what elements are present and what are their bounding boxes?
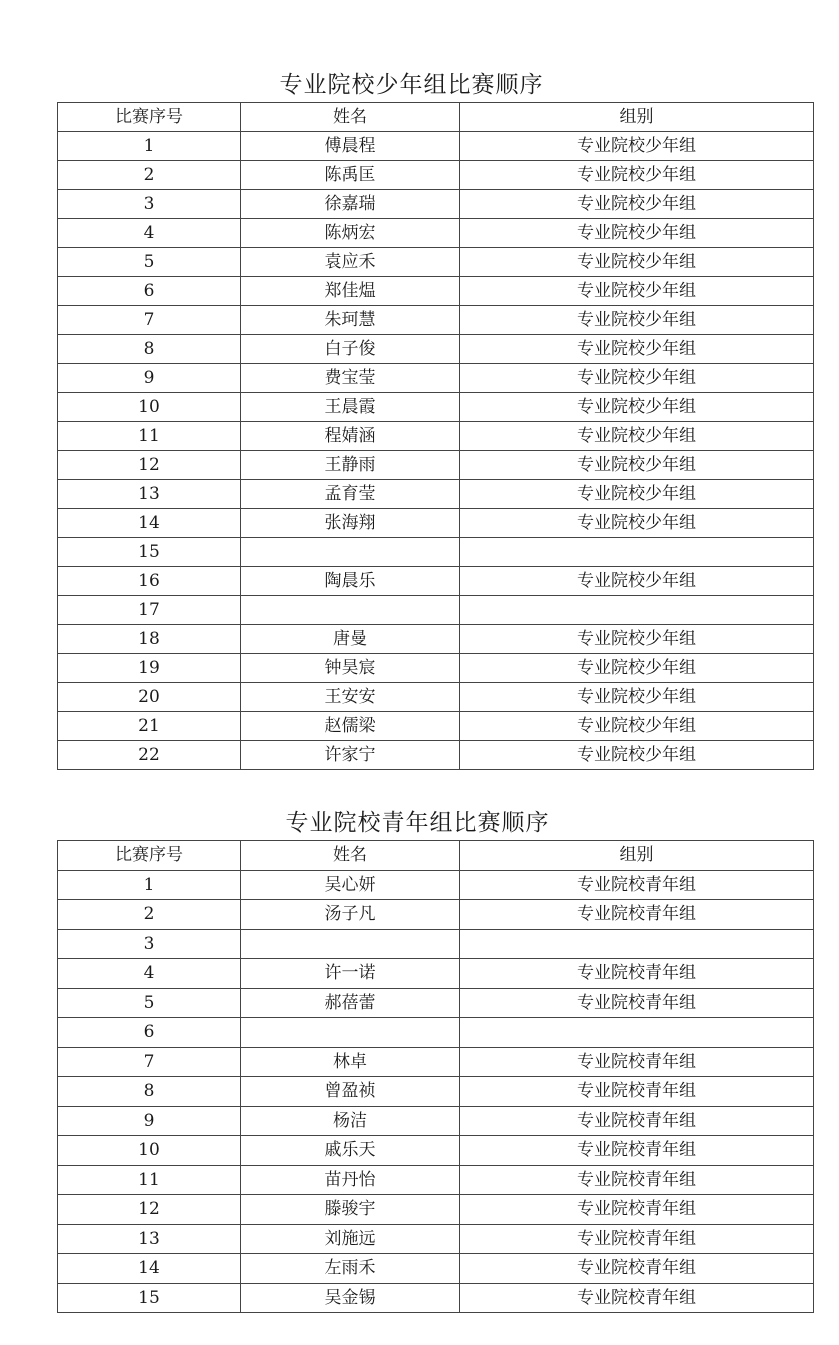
name-cell: 程婧涵 (241, 422, 460, 451)
table-row (58, 422, 814, 451)
order-cell: 14 (58, 509, 241, 538)
order-cell: 15 (58, 1283, 241, 1313)
order-cell: 9 (58, 364, 241, 393)
order-cell: 14 (58, 1254, 241, 1284)
order-cell: 12 (58, 1195, 241, 1225)
order-cell: 7 (58, 306, 241, 335)
name-cell: 赵儒梁 (241, 712, 460, 741)
table-row (58, 277, 814, 306)
name-cell: 戚乐天 (241, 1136, 460, 1166)
table-row (58, 900, 814, 930)
group-cell: 专业院校青年组 (460, 1283, 814, 1313)
group-cell: 专业院校少年组 (460, 132, 814, 161)
name-cell: 唐曼 (241, 625, 460, 654)
name-cell: 滕骏宇 (241, 1195, 460, 1225)
name-cell: 费宝莹 (241, 364, 460, 393)
table-row (58, 1077, 814, 1107)
table-row (58, 1254, 814, 1284)
table-row (58, 959, 814, 989)
order-cell: 9 (58, 1106, 241, 1136)
group-cell: 专业院校青年组 (460, 1165, 814, 1195)
col-header-name: 姓名 (241, 841, 460, 871)
order-cell: 1 (58, 132, 241, 161)
order-cell: 6 (58, 277, 241, 306)
col-header-group: 组别 (460, 841, 814, 871)
order-cell: 12 (58, 451, 241, 480)
order-cell: 5 (58, 988, 241, 1018)
table-row (58, 509, 814, 538)
name-cell: 左雨禾 (241, 1254, 460, 1284)
group-cell: 专业院校少年组 (460, 190, 814, 219)
table-row (58, 596, 814, 625)
group-cell: 专业院校青年组 (460, 1195, 814, 1225)
table1-header-row (58, 103, 814, 132)
table-row (58, 741, 814, 770)
name-cell: 孟育莹 (241, 480, 460, 509)
name-cell: 曾盈祯 (241, 1077, 460, 1107)
table-row (58, 219, 814, 248)
name-cell: 朱珂慧 (241, 306, 460, 335)
table-row (58, 1136, 814, 1166)
group-cell: 专业院校少年组 (460, 393, 814, 422)
order-cell: 22 (58, 741, 241, 770)
name-cell: 郑佳煴 (241, 277, 460, 306)
table-row (58, 335, 814, 364)
col-header-order: 比赛序号 (58, 103, 241, 132)
table2-title: 专业院校青年组比赛顺序 (285, 810, 550, 836)
group-cell: 专业院校少年组 (460, 712, 814, 741)
col-header-order: 比赛序号 (58, 841, 241, 871)
table-row (58, 306, 814, 335)
group-cell: 专业院校少年组 (460, 683, 814, 712)
group-cell: 专业院校少年组 (460, 654, 814, 683)
group-cell (460, 1018, 814, 1048)
name-cell: 林卓 (241, 1047, 460, 1077)
group-cell: 专业院校少年组 (460, 422, 814, 451)
order-cell: 16 (58, 567, 241, 596)
name-cell: 徐嘉瑞 (241, 190, 460, 219)
table-row (58, 625, 814, 654)
group-cell: 专业院校少年组 (460, 625, 814, 654)
table-row (58, 132, 814, 161)
group-cell: 专业院校少年组 (460, 451, 814, 480)
table2 (57, 840, 814, 1313)
name-cell: 陈炳宏 (241, 219, 460, 248)
group-cell: 专业院校少年组 (460, 277, 814, 306)
name-cell: 钟昊宸 (241, 654, 460, 683)
order-cell: 7 (58, 1047, 241, 1077)
table-row (58, 1018, 814, 1048)
table2-header-row (58, 841, 814, 871)
group-cell: 专业院校青年组 (460, 1224, 814, 1254)
name-cell: 王晨霞 (241, 393, 460, 422)
group-cell: 专业院校少年组 (460, 306, 814, 335)
name-cell: 汤子凡 (241, 900, 460, 930)
group-cell: 专业院校少年组 (460, 219, 814, 248)
order-cell: 11 (58, 1165, 241, 1195)
order-cell: 10 (58, 1136, 241, 1166)
name-cell: 吴心妍 (241, 870, 460, 900)
table-row (58, 1283, 814, 1313)
group-cell (460, 929, 814, 959)
group-cell: 专业院校青年组 (460, 988, 814, 1018)
order-cell: 8 (58, 1077, 241, 1107)
order-cell: 15 (58, 538, 241, 567)
group-cell: 专业院校青年组 (460, 1254, 814, 1284)
table-row (58, 248, 814, 277)
group-cell: 专业院校青年组 (460, 870, 814, 900)
name-cell: 刘施远 (241, 1224, 460, 1254)
order-cell: 11 (58, 422, 241, 451)
order-cell: 21 (58, 712, 241, 741)
group-cell (460, 596, 814, 625)
table-row (58, 161, 814, 190)
order-cell: 13 (58, 1224, 241, 1254)
order-cell: 2 (58, 900, 241, 930)
group-cell: 专业院校青年组 (460, 1047, 814, 1077)
table-row (58, 451, 814, 480)
order-cell: 13 (58, 480, 241, 509)
name-cell: 郝蓓蕾 (241, 988, 460, 1018)
order-cell: 18 (58, 625, 241, 654)
order-cell: 4 (58, 959, 241, 989)
order-cell: 4 (58, 219, 241, 248)
table-row (58, 1165, 814, 1195)
name-cell: 苗丹怡 (241, 1165, 460, 1195)
name-cell (241, 538, 460, 567)
group-cell: 专业院校少年组 (460, 480, 814, 509)
name-cell: 杨洁 (241, 1106, 460, 1136)
table1-title: 专业院校少年组比赛顺序 (279, 72, 544, 98)
name-cell: 王静雨 (241, 451, 460, 480)
group-cell: 专业院校少年组 (460, 509, 814, 538)
table-row (58, 712, 814, 741)
group-cell: 专业院校少年组 (460, 741, 814, 770)
table1 (57, 102, 814, 770)
order-cell: 1 (58, 870, 241, 900)
name-cell (241, 929, 460, 959)
table-row (58, 393, 814, 422)
group-cell (460, 538, 814, 567)
name-cell: 袁应禾 (241, 248, 460, 277)
table-row (58, 988, 814, 1018)
table-row (58, 870, 814, 900)
order-cell: 19 (58, 654, 241, 683)
table-row (58, 567, 814, 596)
name-cell: 傅晨程 (241, 132, 460, 161)
group-cell: 专业院校少年组 (460, 161, 814, 190)
table-row (58, 1047, 814, 1077)
table-row (58, 1106, 814, 1136)
group-cell: 专业院校少年组 (460, 364, 814, 393)
name-cell (241, 1018, 460, 1048)
name-cell: 白子俊 (241, 335, 460, 364)
order-cell: 17 (58, 596, 241, 625)
order-cell: 3 (58, 190, 241, 219)
table-row (58, 190, 814, 219)
col-header-group: 组别 (460, 103, 814, 132)
name-cell (241, 596, 460, 625)
group-cell: 专业院校青年组 (460, 959, 814, 989)
group-cell: 专业院校青年组 (460, 1106, 814, 1136)
table-row (58, 538, 814, 567)
order-cell: 6 (58, 1018, 241, 1048)
name-cell: 陈禹匡 (241, 161, 460, 190)
table-row (58, 364, 814, 393)
table-row (58, 683, 814, 712)
name-cell: 王安安 (241, 683, 460, 712)
name-cell: 陶晨乐 (241, 567, 460, 596)
table-row (58, 929, 814, 959)
table-row (58, 654, 814, 683)
order-cell: 8 (58, 335, 241, 364)
table-row (58, 1195, 814, 1225)
group-cell: 专业院校青年组 (460, 900, 814, 930)
name-cell: 张海翔 (241, 509, 460, 538)
group-cell: 专业院校青年组 (460, 1136, 814, 1166)
order-cell: 20 (58, 683, 241, 712)
order-cell: 2 (58, 161, 241, 190)
name-cell: 吴金锡 (241, 1283, 460, 1313)
table-row (58, 1224, 814, 1254)
group-cell: 专业院校少年组 (460, 248, 814, 277)
group-cell: 专业院校少年组 (460, 335, 814, 364)
group-cell: 专业院校青年组 (460, 1077, 814, 1107)
order-cell: 5 (58, 248, 241, 277)
order-cell: 3 (58, 929, 241, 959)
name-cell: 许家宁 (241, 741, 460, 770)
table-row (58, 480, 814, 509)
col-header-name: 姓名 (241, 103, 460, 132)
name-cell: 许一诺 (241, 959, 460, 989)
order-cell: 10 (58, 393, 241, 422)
group-cell: 专业院校少年组 (460, 567, 814, 596)
